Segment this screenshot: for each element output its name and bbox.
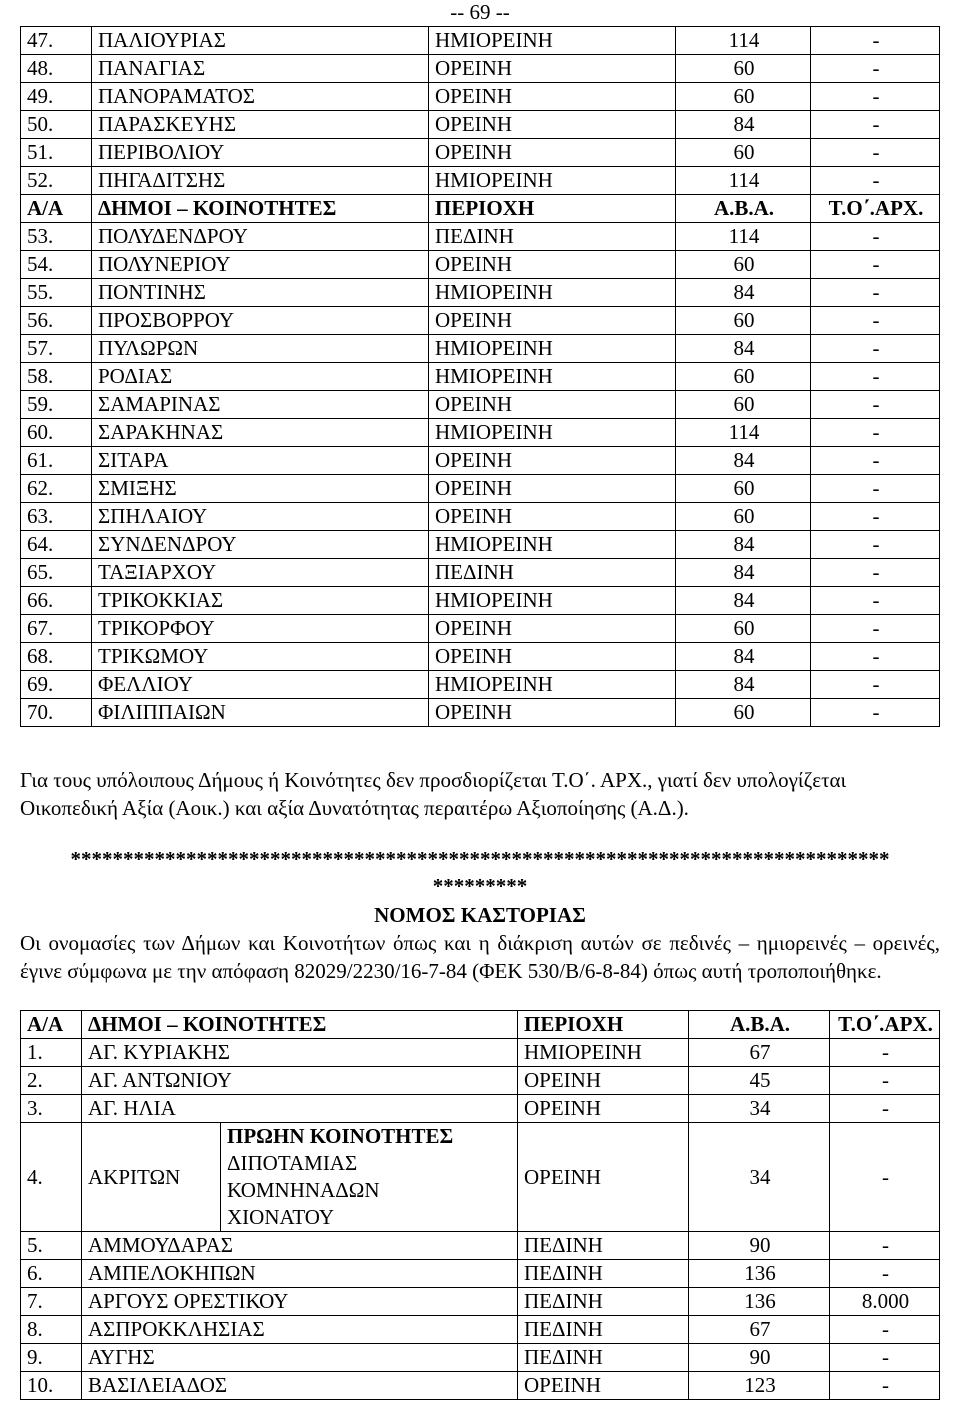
table-row [21, 615, 940, 643]
to-arch-value: - [811, 391, 940, 419]
header-aba-value: Α.Β.Α. [689, 1011, 830, 1039]
table-row [21, 1288, 940, 1316]
to-arch-value: - [830, 1067, 940, 1095]
municipality-name: ΑΓ. ΚΥΡΙΑΚΗΣ [82, 1039, 518, 1067]
municipality-name: ΠΟΛΥΔΕΝΔΡΟΥ [92, 223, 429, 251]
header-municipality-name: ΔΗΜΟΙ – ΚΟΙΝΟΤΗΤΕΣ [92, 195, 429, 223]
aba-value: 60 [676, 251, 811, 279]
aba-value: 90 [689, 1232, 830, 1260]
to-arch-value: - [811, 307, 940, 335]
to-arch-value: - [811, 251, 940, 279]
table-row [21, 1316, 940, 1344]
row-number: 67. [21, 615, 92, 643]
table-header-row [21, 1011, 940, 1039]
aba-value: 67 [689, 1039, 830, 1067]
header-area-type: ΠΕΡΙΟΧΗ [518, 1011, 689, 1039]
table-row [21, 251, 940, 279]
municipality-name: ΠΟΝΤΙΝΗΣ [92, 279, 429, 307]
table-row [21, 447, 940, 475]
to-arch-value: - [811, 27, 940, 55]
to-arch-value: - [811, 363, 940, 391]
row-number: 57. [21, 335, 92, 363]
table-row [21, 587, 940, 615]
area-type: ΠΕΔΙΝΗ [518, 1288, 689, 1316]
row-number: 4. [21, 1123, 82, 1232]
row-number: 51. [21, 139, 92, 167]
row-number: 56. [21, 307, 92, 335]
area-type: ΠΕΔΙΝΗ [518, 1232, 689, 1260]
area-type: ΟΡΕΙΝΗ [429, 55, 676, 83]
aba-value: 84 [676, 531, 811, 559]
area-type: ΗΜΙΟΡΕΙΝΗ [429, 531, 676, 559]
to-arch-value: - [811, 335, 940, 363]
aba-value: 84 [676, 111, 811, 139]
to-arch-value: - [830, 1260, 940, 1288]
row-number: 55. [21, 279, 92, 307]
row-number: 8. [21, 1316, 82, 1344]
municipality-name: ΦΕΛΛΙΟΥ [92, 671, 429, 699]
to-arch-value: - [811, 83, 940, 111]
area-type: ΠΕΔΙΝΗ [518, 1316, 689, 1344]
to-arch-value: - [811, 223, 940, 251]
area-type: ΟΡΕΙΝΗ [429, 475, 676, 503]
area-type: ΗΜΙΟΡΕΙΝΗ [429, 419, 676, 447]
aba-value: 60 [676, 55, 811, 83]
header-municipality-name: ΔΗΜΟΙ – ΚΟΙΝΟΤΗΤΕΣ [82, 1011, 518, 1039]
area-type: ΠΕΔΙΝΗ [429, 223, 676, 251]
table-row [21, 307, 940, 335]
table-header-row [21, 195, 940, 223]
row-number: 58. [21, 363, 92, 391]
separator-line-1: ****************************************************************************** [70, 847, 890, 871]
municipality-name: ΣΑΡΑΚΗΝΑΣ [92, 419, 429, 447]
to-arch-value: - [811, 139, 940, 167]
row-number: 10. [21, 1372, 82, 1400]
row-number: 68. [21, 643, 92, 671]
area-type: ΗΜΙΟΡΕΙΝΗ [429, 27, 676, 55]
header-row-number: Α/Α [21, 195, 92, 223]
municipality-name: ΠΗΓΑΔΙΤΣΗΣ [92, 167, 429, 195]
to-arch-value: - [811, 615, 940, 643]
to-arch-value: - [811, 55, 940, 83]
row-number: 70. [21, 699, 92, 727]
table-row [21, 1039, 940, 1067]
to-arch-value: - [811, 167, 940, 195]
table-row [21, 699, 940, 727]
aba-value: 60 [676, 391, 811, 419]
aba-value: 84 [676, 671, 811, 699]
aba-value: 84 [676, 559, 811, 587]
table-row [21, 391, 940, 419]
aba-value: 60 [676, 475, 811, 503]
row-number: 52. [21, 167, 92, 195]
row-number: 48. [21, 55, 92, 83]
municipality-name: ΣΠΗΛΑΙΟΥ [92, 503, 429, 531]
area-type: ΗΜΙΟΡΕΙΝΗ [429, 587, 676, 615]
separator-line-2: ********* [432, 874, 528, 898]
area-type: ΗΜΙΟΡΕΙΝΗ [429, 279, 676, 307]
to-arch-value: - [811, 279, 940, 307]
aba-value: 84 [676, 335, 811, 363]
aba-value: 84 [676, 643, 811, 671]
to-arch-value: - [830, 1232, 940, 1260]
municipality-name: ΤΡΙΚΟΚΚΙΑΣ [92, 587, 429, 615]
area-type: ΟΡΕΙΝΗ [429, 251, 676, 279]
aba-value: 60 [676, 307, 811, 335]
row-number: 50. [21, 111, 92, 139]
aba-value: 60 [676, 139, 811, 167]
municipality-name: ΑΓ. ΑΝΤΩΝΙΟΥ [82, 1067, 518, 1095]
table-row [21, 643, 940, 671]
area-type: ΗΜΙΟΡΕΙΝΗ [429, 167, 676, 195]
table-row [21, 1095, 940, 1123]
to-arch-value: - [811, 111, 940, 139]
to-arch-value: 8.000 [830, 1288, 940, 1316]
table-row [21, 223, 940, 251]
area-type: ΟΡΕΙΝΗ [518, 1123, 689, 1232]
area-type: ΠΕΔΙΝΗ [518, 1344, 689, 1372]
row-number: 7. [21, 1288, 82, 1316]
area-type: ΟΡΕΙΝΗ [429, 391, 676, 419]
municipality-name: ΠΟΛΥΝΕΡΙΟΥ [92, 251, 429, 279]
municipality-name: ΤΡΙΚΟΡΦΟΥ [92, 615, 429, 643]
table-row [21, 83, 940, 111]
former-communities-label: ΠΡΩΗΝ ΚΟΙΝΟΤΗΤΕΣ [227, 1124, 454, 1148]
to-arch-value: - [830, 1095, 940, 1123]
municipality-name: ΠΑΝΟΡΑΜΑΤΟΣ [92, 83, 429, 111]
table-row [21, 1123, 940, 1232]
municipality-name: ΦΙΛΙΠΠΑΙΩΝ [92, 699, 429, 727]
table-row [21, 139, 940, 167]
to-arch-value: - [811, 475, 940, 503]
row-number: 2. [21, 1067, 82, 1095]
to-arch-value: - [830, 1123, 940, 1232]
row-number: 60. [21, 419, 92, 447]
to-arch-value: - [811, 699, 940, 727]
row-number: 64. [21, 531, 92, 559]
area-type: ΟΡΕΙΝΗ [429, 447, 676, 475]
table-row [21, 27, 940, 55]
section-title: ΝΟΜΟΣ ΚΑΣΤΟΡΙΑΣ [374, 903, 586, 927]
municipality-name: ΒΑΣΙΛΕΙΑΔΟΣ [82, 1372, 518, 1400]
aba-value: 45 [689, 1067, 830, 1095]
municipality-name: ΠΑΡΑΣΚΕΥΗΣ [92, 111, 429, 139]
row-number: 65. [21, 559, 92, 587]
aba-value: 114 [676, 223, 811, 251]
row-number: 66. [21, 587, 92, 615]
aba-value: 114 [676, 419, 811, 447]
table-row [21, 363, 940, 391]
to-arch-value: - [830, 1372, 940, 1400]
aba-value: 90 [689, 1344, 830, 1372]
table-row [21, 279, 940, 307]
municipality-name: ΤΑΞΙΑΡΧΟΥ [92, 559, 429, 587]
municipality-name: ΣΥΝΔΕΝΔΡΟΥ [92, 531, 429, 559]
area-type: ΟΡΕΙΝΗ [429, 615, 676, 643]
table-row [21, 335, 940, 363]
to-arch-value: - [830, 1039, 940, 1067]
aba-value: 123 [689, 1372, 830, 1400]
aba-value: 60 [676, 83, 811, 111]
row-number: 3. [21, 1095, 82, 1123]
municipality-name: ΣΙΤΑΡΑ [92, 447, 429, 475]
to-arch-value: - [811, 671, 940, 699]
municipality-name: ΠΑΝΑΓΙΑΣ [92, 55, 429, 83]
area-type: ΟΡΕΙΝΗ [518, 1095, 689, 1123]
area-type: ΗΜΙΟΡΕΙΝΗ [429, 363, 676, 391]
table-row [21, 55, 940, 83]
municipality-name: ΤΡΙΚΩΜΟΥ [92, 643, 429, 671]
area-type: ΟΡΕΙΝΗ [429, 503, 676, 531]
area-type: ΠΕΔΙΝΗ [429, 559, 676, 587]
header-area-type: ΠΕΡΙΟΧΗ [429, 195, 676, 223]
area-type: ΗΜΙΟΡΕΙΝΗ [518, 1039, 689, 1067]
footnote: Για τους υπόλοιπους Δήμους ή Κοινότητες δεν προσδιορίζεται Τ.Ο΄. ΑΡΧ., γιατί δεν υπολογίζεται Οικοπεδική Αξία (Αοικ.) και αξία Δυνατότητας περαιτέρω Αξιοποίησης (Α.Δ.). [20, 768, 847, 820]
former-community: ΔΙΠΟΤΑΜΙΑΣ [227, 1151, 358, 1175]
municipality-name: ΠΑΛΙΟΥΡΙΑΣ [92, 27, 429, 55]
area-type: ΟΡΕΙΝΗ [429, 111, 676, 139]
former-community: ΧΙΟΝΑΤΟΥ [227, 1205, 335, 1229]
table-row [21, 1232, 940, 1260]
former-community: ΚΟΜΝΗΝΑΔΩΝ [227, 1178, 380, 1202]
aba-value: 60 [676, 615, 811, 643]
aba-value: 34 [689, 1123, 830, 1232]
municipality-name: ΠΥΛΩΡΩΝ [92, 335, 429, 363]
row-number: 49. [21, 83, 92, 111]
municipality-name: ΑΜΜΟΥΔΑΡΑΣ [82, 1232, 518, 1260]
table-row [21, 1372, 940, 1400]
table-row [21, 531, 940, 559]
table-row [21, 1260, 940, 1288]
aba-value: 60 [676, 363, 811, 391]
aba-value: 67 [689, 1316, 830, 1344]
row-number: 47. [21, 27, 92, 55]
municipality-name: ΑΓ. ΗΛΙΑ [82, 1095, 518, 1123]
header-to-arch-value: Τ.Ο΄.ΑΡΧ. [811, 195, 940, 223]
area-type: ΟΡΕΙΝΗ [429, 83, 676, 111]
former-communities [221, 1123, 518, 1232]
to-arch-value: - [811, 447, 940, 475]
municipality-name: ΣΜΙΞΗΣ [92, 475, 429, 503]
municipalities-table-1 [20, 26, 940, 727]
area-type: ΟΡΕΙΝΗ [429, 643, 676, 671]
area-type: ΟΡΕΙΝΗ [518, 1067, 689, 1095]
header-aba-value: Α.Β.Α. [676, 195, 811, 223]
area-type: ΗΜΙΟΡΕΙΝΗ [429, 335, 676, 363]
row-number: 63. [21, 503, 92, 531]
to-arch-value: - [811, 419, 940, 447]
area-type: ΟΡΕΙΝΗ [429, 139, 676, 167]
table-row [21, 559, 940, 587]
row-number: 1. [21, 1039, 82, 1067]
municipality-name: ΑΥΓΗΣ [82, 1344, 518, 1372]
municipality-name: ΑΚΡΙΤΩΝ [82, 1123, 221, 1232]
row-number: 54. [21, 251, 92, 279]
municipalities-table-2 [20, 1010, 940, 1400]
aba-value: 84 [676, 447, 811, 475]
page-number: -- 69 -- [450, 0, 510, 24]
to-arch-value: - [830, 1316, 940, 1344]
municipality-name: ΠΕΡΙΒΟΛΙΟΥ [92, 139, 429, 167]
to-arch-value: - [811, 503, 940, 531]
to-arch-value: - [811, 531, 940, 559]
area-type: ΠΕΔΙΝΗ [518, 1260, 689, 1288]
table-row [21, 475, 940, 503]
aba-value: 114 [676, 167, 811, 195]
to-arch-value: - [830, 1344, 940, 1372]
header-to-arch-value: Τ.Ο΄.ΑΡΧ. [830, 1011, 940, 1039]
to-arch-value: - [811, 643, 940, 671]
row-number: 5. [21, 1232, 82, 1260]
section-paragraph: Οι ονομασίες των Δήμων και Κοινοτήτων όπως και η διάκριση αυτών σε πεδινές – ημιορεινές – ορεινές, έγινε σύμφωνα με την απόφαση 82029/2230/16-7-84 (ΦΕΚ 530/Β/6-8-84) όπως αυτή τροποποιήθηκε. [20, 931, 940, 983]
municipality-name: ΠΡΟΣΒΟΡΡΟΥ [92, 307, 429, 335]
area-type: ΟΡΕΙΝΗ [429, 307, 676, 335]
aba-value: 84 [676, 279, 811, 307]
to-arch-value: - [811, 559, 940, 587]
table-row [21, 167, 940, 195]
row-number: 53. [21, 223, 92, 251]
municipality-name: ΑΡΓΟΥΣ ΟΡΕΣΤΙΚΟΥ [82, 1288, 518, 1316]
aba-value: 84 [676, 587, 811, 615]
row-number: 9. [21, 1344, 82, 1372]
table-row [21, 419, 940, 447]
area-type: ΟΡΕΙΝΗ [429, 699, 676, 727]
municipality-name: ΑΣΠΡΟΚΚΛΗΣΙΑΣ [82, 1316, 518, 1344]
aba-value: 136 [689, 1288, 830, 1316]
aba-value: 60 [676, 503, 811, 531]
row-number: 61. [21, 447, 92, 475]
area-type: ΟΡΕΙΝΗ [518, 1372, 689, 1400]
area-type: ΗΜΙΟΡΕΙΝΗ [429, 671, 676, 699]
aba-value: 34 [689, 1095, 830, 1123]
table-row [21, 111, 940, 139]
aba-value: 114 [676, 27, 811, 55]
table-row [21, 671, 940, 699]
row-number: 62. [21, 475, 92, 503]
aba-value: 136 [689, 1260, 830, 1288]
municipality-name: ΣΑΜΑΡΙΝΑΣ [92, 391, 429, 419]
to-arch-value: - [811, 587, 940, 615]
municipality-name: ΡΟΔΙΑΣ [92, 363, 429, 391]
aba-value: 60 [676, 699, 811, 727]
row-number: 59. [21, 391, 92, 419]
table-row [21, 1067, 940, 1095]
municipality-name: ΑΜΠΕΛΟΚΗΠΩΝ [82, 1260, 518, 1288]
table-row [21, 503, 940, 531]
header-row-number: Α/Α [21, 1011, 82, 1039]
row-number: 69. [21, 671, 92, 699]
table-row [21, 1344, 940, 1372]
row-number: 6. [21, 1260, 82, 1288]
